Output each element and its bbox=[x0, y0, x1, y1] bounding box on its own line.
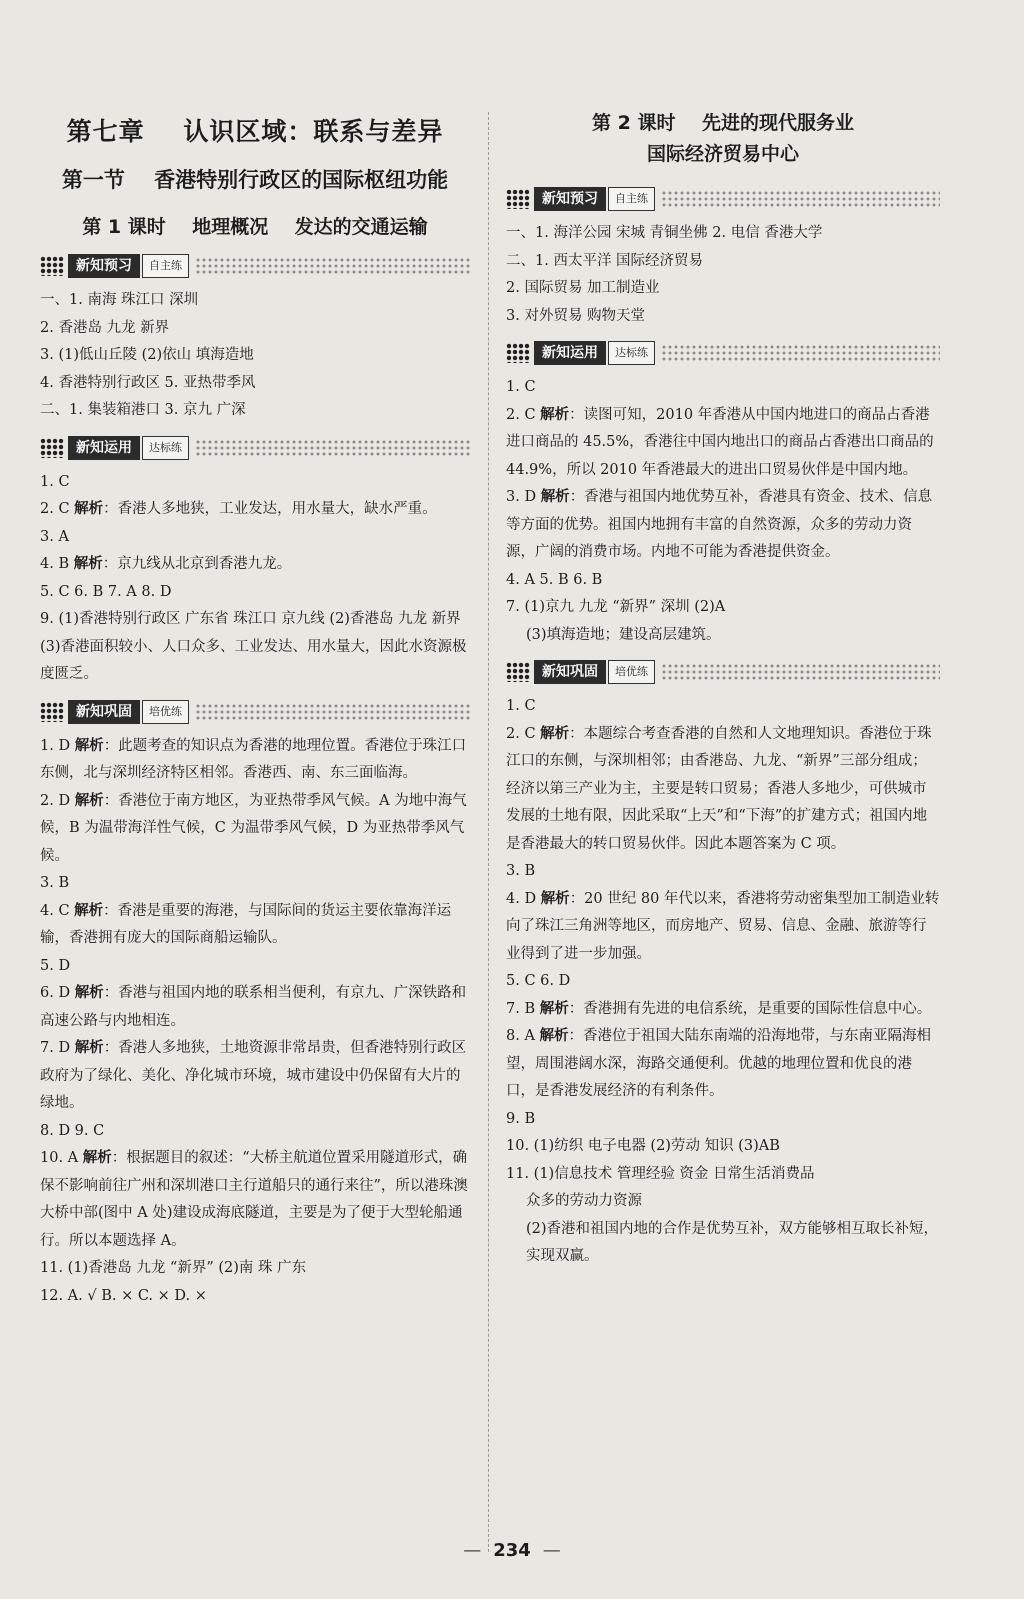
analysis-label: 解析 bbox=[539, 1000, 569, 1017]
answer-item bbox=[40, 524, 470, 552]
answer-item: 一、1. 海洋公园 宋城 青铜坐佛 2. 电信 香港大学 bbox=[506, 225, 823, 241]
answer-number: 8. A bbox=[506, 1028, 535, 1044]
analysis-text: ：20 世纪 80 年代以来，香港将劳动密集型加工制造业转向了珠江三角洲等地区，而房地产、贸易、信息、金融、旅游等行业得到了进一步加强。 bbox=[506, 890, 940, 962]
answer-item bbox=[40, 1255, 470, 1283]
answer-item bbox=[40, 733, 470, 788]
analysis-text: ：读图可知，2010 年香港从中国内地进口的商品占香港进口商品的 45.5%，香港往中国内地出口的商品占香港出口商品的 44.9%，所以 2010 年香港最大的进出口贸易伙伴是中国内地。 bbox=[506, 406, 934, 478]
analysis-label: 解析 bbox=[539, 1028, 569, 1044]
answer-item bbox=[40, 898, 470, 953]
answer-item: 3. (1)低山丘陵 (2)依山 填海造地 bbox=[40, 347, 254, 363]
answer-number: 11. (1)香港岛 九龙 “新界” (2)南 珠 广东 bbox=[40, 1260, 307, 1276]
answer-number: 12. A. √ B. × C. × D. × bbox=[40, 1287, 207, 1304]
answer-number: 3. B bbox=[506, 863, 536, 879]
analysis-text: ：京九线从北京到香港九龙。 bbox=[102, 556, 292, 572]
analysis-text: ：香港人多地狭，土地资源非常昂贵，但香港特别行政区政府为了绿化、美化、净化城市环境，城市建设中仍保留有大片的绿地。 bbox=[40, 1040, 467, 1111]
answer-item bbox=[40, 1145, 470, 1255]
dots-icon bbox=[506, 189, 530, 209]
answer-number: 3. B bbox=[40, 875, 70, 891]
answer-number: 1. C bbox=[506, 379, 536, 395]
right-column bbox=[506, 108, 940, 1271]
consolidate-banner: 新知巩固 培优练 bbox=[506, 659, 940, 685]
analysis-label: 解析 bbox=[540, 489, 570, 505]
answer-item bbox=[40, 1283, 470, 1311]
consolidate-list bbox=[40, 733, 470, 1311]
left-column bbox=[40, 108, 470, 1310]
answer-number: 10. (1)纺织 电子电器 (2)劳动 知识 (3)AB bbox=[506, 1138, 780, 1154]
answer-item bbox=[506, 594, 940, 622]
answer-item bbox=[506, 1133, 940, 1161]
answer-number: 9. (1)香港特别行政区 广东省 珠江口 京九线 (2)香港岛 九龙 新界 (3)香港面积较小、人口众多、工业发达、用水量大，因此水资源极度匮乏。 bbox=[40, 611, 467, 682]
answer-number: 7. D bbox=[40, 1040, 71, 1056]
answer-number: 2. C bbox=[40, 501, 70, 517]
consolidate-list bbox=[506, 693, 940, 1271]
dots-icon bbox=[506, 343, 530, 363]
answer-item bbox=[506, 1216, 940, 1271]
analysis-text: ：香港与祖国内地的联系相当便利，有京九、广深铁路和高速公路与内地相连。 bbox=[40, 985, 467, 1029]
answer-number: 4. C bbox=[40, 902, 70, 919]
analysis-label: 解析 bbox=[74, 501, 104, 517]
answer-number: 7. (1)京九 九龙 “新界” 深圳 (2)A bbox=[506, 599, 726, 615]
analysis-text: ：本题综合考查香港的自然和人文地理知识。香港位于珠江口的东侧，与深圳相邻；由香港岛、九龙、“新界”三部分组成；经济以第三产业为主，主要是转口贸易；香港人多地少，可供城市发展的土地有限，因此采取“上天”和“下海”的扩建方式；祖国内地是香港最大的转口贸易伙伴。因此本题答案为 C 项。 bbox=[506, 725, 932, 852]
dots-icon bbox=[506, 662, 530, 682]
answer-item bbox=[506, 996, 940, 1024]
apply-banner: 新知运用 达标练 bbox=[506, 340, 940, 366]
consolidate-banner: 新知巩固 培优练 bbox=[40, 699, 470, 725]
answer-number: 4. B bbox=[40, 556, 70, 572]
answer-item bbox=[506, 374, 940, 402]
answer-item bbox=[506, 886, 940, 969]
answer-number: 10. A bbox=[40, 1150, 79, 1166]
lesson-subtitle-2: 国际经济贸易中心 bbox=[646, 143, 799, 165]
chapter-title: 第七章 认识区域：联系与差异 bbox=[66, 117, 444, 146]
answer-item bbox=[506, 484, 940, 567]
answer-item bbox=[506, 567, 940, 595]
analysis-label: 解析 bbox=[540, 406, 570, 423]
analysis-label: 解析 bbox=[73, 556, 103, 572]
analysis-label: 解析 bbox=[540, 890, 570, 907]
answer-item: 3. 对外贸易 购物天堂 bbox=[506, 307, 646, 324]
answer-number: 2. C bbox=[506, 725, 536, 742]
dots-icon bbox=[40, 256, 64, 276]
answer-item: 二、1. 西太平洋 国际经济贸易 bbox=[506, 252, 704, 269]
answer-item bbox=[506, 622, 940, 650]
answer-item bbox=[506, 1161, 940, 1189]
answer-item: 一、1. 南海 珠江口 深圳 bbox=[40, 292, 199, 308]
preview-list bbox=[40, 287, 470, 425]
section-title: 第一节 香港特别行政区的国际枢纽功能 bbox=[61, 168, 449, 192]
analysis-label: 解析 bbox=[74, 1040, 104, 1056]
analysis-text: ：此题考查的知识点为香港的地理位置。香港位于珠江口东侧，北与深圳经济特区相邻。香港西、南、东三面临海。 bbox=[40, 737, 467, 781]
answer-item bbox=[506, 1106, 940, 1134]
dots-icon bbox=[40, 702, 64, 722]
analysis-text: ：香港与祖国内地优势互补，香港具有资金、技术、信息等方面的优势。祖国内地拥有丰富的自然资源，众多的劳动力资源，广阔的消费市场。内地不可能为香港提供资金。 bbox=[506, 489, 933, 560]
answer-item bbox=[40, 606, 470, 689]
answer-item bbox=[40, 788, 470, 871]
answer-number: 1. D bbox=[40, 737, 71, 754]
lesson-title-1: 第 1 课时 地理概况 发达的交通运输 bbox=[82, 216, 428, 238]
answer-number: 2. C bbox=[506, 406, 536, 423]
answer-item bbox=[506, 1023, 940, 1106]
analysis-label: 解析 bbox=[540, 725, 570, 742]
analysis-label: 解析 bbox=[82, 1150, 112, 1166]
analysis-label: 解析 bbox=[74, 985, 104, 1001]
answer-item: 2. 香港岛 九龙 新界 bbox=[40, 319, 170, 336]
answer-item bbox=[40, 1118, 470, 1146]
answer-item bbox=[506, 858, 940, 886]
apply-banner: 新知运用 达标练 bbox=[40, 435, 470, 461]
answer-number: 1. C bbox=[40, 473, 70, 490]
answer-number: 5. C 6. B 7. A 8. D bbox=[40, 583, 172, 600]
answer-number: 11. (1)信息技术 管理经验 资金 日常生活消费品 bbox=[506, 1165, 815, 1182]
answer-item bbox=[506, 968, 940, 996]
answer-number: 7. B bbox=[506, 1000, 536, 1017]
column-divider bbox=[488, 112, 489, 1552]
answer-item bbox=[40, 469, 470, 497]
analysis-label: 解析 bbox=[74, 902, 104, 919]
answer-item bbox=[40, 870, 470, 898]
answer-number: 8. D 9. C bbox=[40, 1122, 105, 1139]
answer-item: 二、1. 集装箱港口 3. 京九 广深 bbox=[40, 402, 246, 418]
analysis-text: ：香港拥有先进的电信系统，是重要的国际性信息中心。 bbox=[568, 1000, 932, 1017]
analysis-text: ：根据题目的叙述：“大桥主航道位置采用隧道形式，确保不影响前往广州和深圳港口主行道船只的通行来往”，所以港珠澳大桥中部(图中 A 处)建设成海底隧道，主要是为了便于大型轮船通行。所以本题选择 A。 bbox=[40, 1150, 468, 1249]
dots-icon bbox=[40, 438, 64, 458]
answer-number: (3)填海造地；建设高层建筑。 bbox=[526, 626, 721, 643]
answer-number: 3. D bbox=[506, 489, 537, 505]
analysis-label: 解析 bbox=[74, 737, 104, 754]
answer-item bbox=[40, 551, 470, 579]
answer-item bbox=[506, 693, 940, 721]
analysis-text: ：香港位于南方地区，为亚热带季风气候。A 为地中海气候，B 为温带海洋性气候，C 为温带季风气候，D 为亚热带季风气候。 bbox=[40, 792, 467, 864]
answer-number: 1. C bbox=[506, 698, 536, 714]
answer-number: 6. D bbox=[40, 985, 71, 1001]
analysis-text: ：香港位于祖国大陆东南端的沿海地带，与东南亚隔海相望，周围港阔水深，海路交通便利。优越的地理位置和优良的港口，是香港发展经济的有利条件。 bbox=[506, 1028, 932, 1099]
page-number: — 234 — bbox=[463, 1540, 561, 1561]
analysis-text: ：香港是重要的海港，与国际间的货运主要依靠海洋运输，香港拥有庞大的国际商船运输队。 bbox=[40, 902, 452, 946]
answer-item: 4. 香港特别行政区 5. 亚热带季风 bbox=[40, 374, 256, 391]
analysis-label: 解析 bbox=[74, 792, 104, 809]
answer-number: 9. B bbox=[506, 1110, 536, 1127]
apply-list bbox=[40, 469, 470, 689]
answer-number: 5. D bbox=[40, 957, 71, 974]
answer-item bbox=[40, 496, 470, 524]
answer-item bbox=[40, 1035, 470, 1118]
answer-item bbox=[506, 1188, 940, 1216]
answer-number: 3. A bbox=[40, 528, 69, 545]
answer-number: 2. D bbox=[40, 792, 71, 809]
answer-item bbox=[40, 980, 470, 1035]
answer-number: 众多的劳动力资源 bbox=[526, 1193, 642, 1209]
answer-number: 5. C 6. D bbox=[506, 973, 571, 989]
answer-number: (2)香港和祖国内地的合作是优势互补，双方能够相互取长补短，实现双赢。 bbox=[526, 1220, 939, 1264]
answer-item bbox=[506, 402, 940, 485]
preview-banner: 新知预习 自主练 bbox=[40, 253, 470, 279]
answer-number: 4. A 5. B 6. B bbox=[506, 571, 603, 588]
answer-item bbox=[40, 579, 470, 607]
preview-list bbox=[506, 220, 940, 330]
apply-list bbox=[506, 374, 940, 649]
analysis-text: ：香港人多地狭，工业发达，用水量大，缺水严重。 bbox=[103, 501, 437, 517]
lesson-title-2: 第 2 课时 先进的现代服务业 bbox=[592, 112, 854, 134]
answer-number: 4. D bbox=[506, 890, 537, 907]
answer-item bbox=[40, 953, 470, 981]
answer-item bbox=[506, 721, 940, 859]
answer-item: 2. 国际贸易 加工制造业 bbox=[506, 280, 660, 296]
preview-banner: 新知预习 自主练 bbox=[506, 186, 940, 212]
